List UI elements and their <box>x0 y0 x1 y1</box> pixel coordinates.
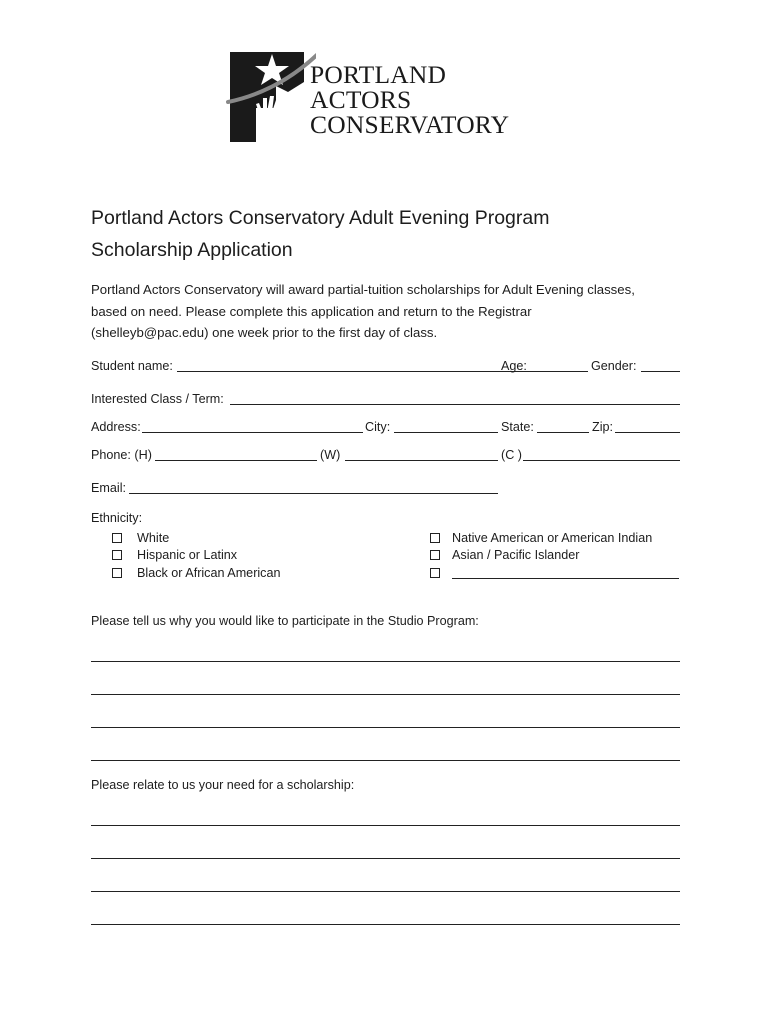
phone-cell-label: (C ) <box>501 448 522 462</box>
ethnicity-other-field[interactable] <box>452 578 679 579</box>
checkbox[interactable] <box>430 550 440 560</box>
title-line-1: Portland Actors Conservatory Adult Evening Program <box>91 207 550 229</box>
intro-line-2: based on need. Please complete this application and return to the Registrar <box>91 303 532 319</box>
checkbox[interactable] <box>430 568 440 578</box>
need-scholarship-answer-line[interactable] <box>91 924 680 925</box>
row-interested-class <box>91 390 691 408</box>
ethnicity-option-other[interactable] <box>430 564 680 582</box>
ethnicity-option-label: White <box>137 531 170 545</box>
intro-paragraph <box>91 279 691 344</box>
city-label: City: <box>365 420 391 434</box>
page-title <box>91 202 549 266</box>
phone-work-label: (W) <box>320 448 341 462</box>
row-phone <box>91 446 691 464</box>
checkbox[interactable] <box>430 533 440 543</box>
age-field[interactable] <box>529 371 588 372</box>
row-address <box>91 418 691 436</box>
age-label: Age: <box>501 359 527 373</box>
city-field[interactable] <box>394 432 498 433</box>
interested-class-label: Interested Class / Term: <box>91 392 224 406</box>
row-email <box>91 479 691 497</box>
why-participate-answer-line[interactable] <box>91 661 680 662</box>
need-scholarship-answer-line[interactable] <box>91 858 680 859</box>
state-label: State: <box>501 420 534 434</box>
address-field[interactable] <box>142 432 363 433</box>
ethnicity-option-label: Asian / Pacific Islander <box>452 548 580 562</box>
logo-line-1: PORTLAND <box>310 60 447 89</box>
gender-label: Gender: <box>591 359 637 373</box>
ethnicity-option-label: Black or African American <box>137 566 281 580</box>
zip-label: Zip: <box>592 420 613 434</box>
email-field[interactable] <box>129 493 498 494</box>
phone-cell-field[interactable] <box>523 460 680 461</box>
star-hand-icon <box>226 46 316 144</box>
ethnicity-option-label: Hispanic or Latinx <box>137 548 238 562</box>
phone-home-field[interactable] <box>155 460 317 461</box>
title-line-2: Scholarship Application <box>91 239 293 261</box>
gender-field[interactable] <box>641 371 680 372</box>
logo-line-3: CONSERVATORY <box>310 110 510 139</box>
address-label: Address: <box>91 420 141 434</box>
pac-logo <box>226 46 546 144</box>
interested-class-field[interactable] <box>230 404 680 405</box>
phone-work-field[interactable] <box>345 460 498 461</box>
student-name-label: Student name: <box>91 359 173 373</box>
checkbox[interactable] <box>112 550 122 560</box>
zip-field[interactable] <box>615 432 680 433</box>
row-student <box>91 357 691 375</box>
phone-home-label: Phone: (H) <box>91 448 152 462</box>
need-scholarship-answer-line[interactable] <box>91 891 680 892</box>
checkbox[interactable] <box>112 533 122 543</box>
intro-line-1: Portland Actors Conservatory will award partial-tuition scholarships for Adult Evening classes, <box>91 282 635 297</box>
email-label: Email: <box>91 481 126 495</box>
why-participate-answer-line[interactable] <box>91 694 680 695</box>
logo-line-2: ACTORS <box>310 85 412 114</box>
why-participate-answer-line[interactable] <box>91 760 680 761</box>
checkbox[interactable] <box>112 568 122 578</box>
state-field[interactable] <box>537 432 589 433</box>
need-scholarship-question: Please relate to us your need for a scholarship: <box>91 778 355 792</box>
why-participate-question: Please tell us why you would like to participate in the Studio Program: <box>91 614 479 628</box>
ethnicity-label: Ethnicity: <box>91 511 143 525</box>
why-participate-answer-line[interactable] <box>91 727 680 728</box>
need-scholarship-answer-line[interactable] <box>91 825 680 826</box>
logo-wordmark <box>310 62 509 137</box>
intro-line-3: (shelleyb@pac.edu) one week prior to the first day of class. <box>91 325 438 340</box>
ethnicity-option-label: Native American or American Indian <box>452 531 653 545</box>
